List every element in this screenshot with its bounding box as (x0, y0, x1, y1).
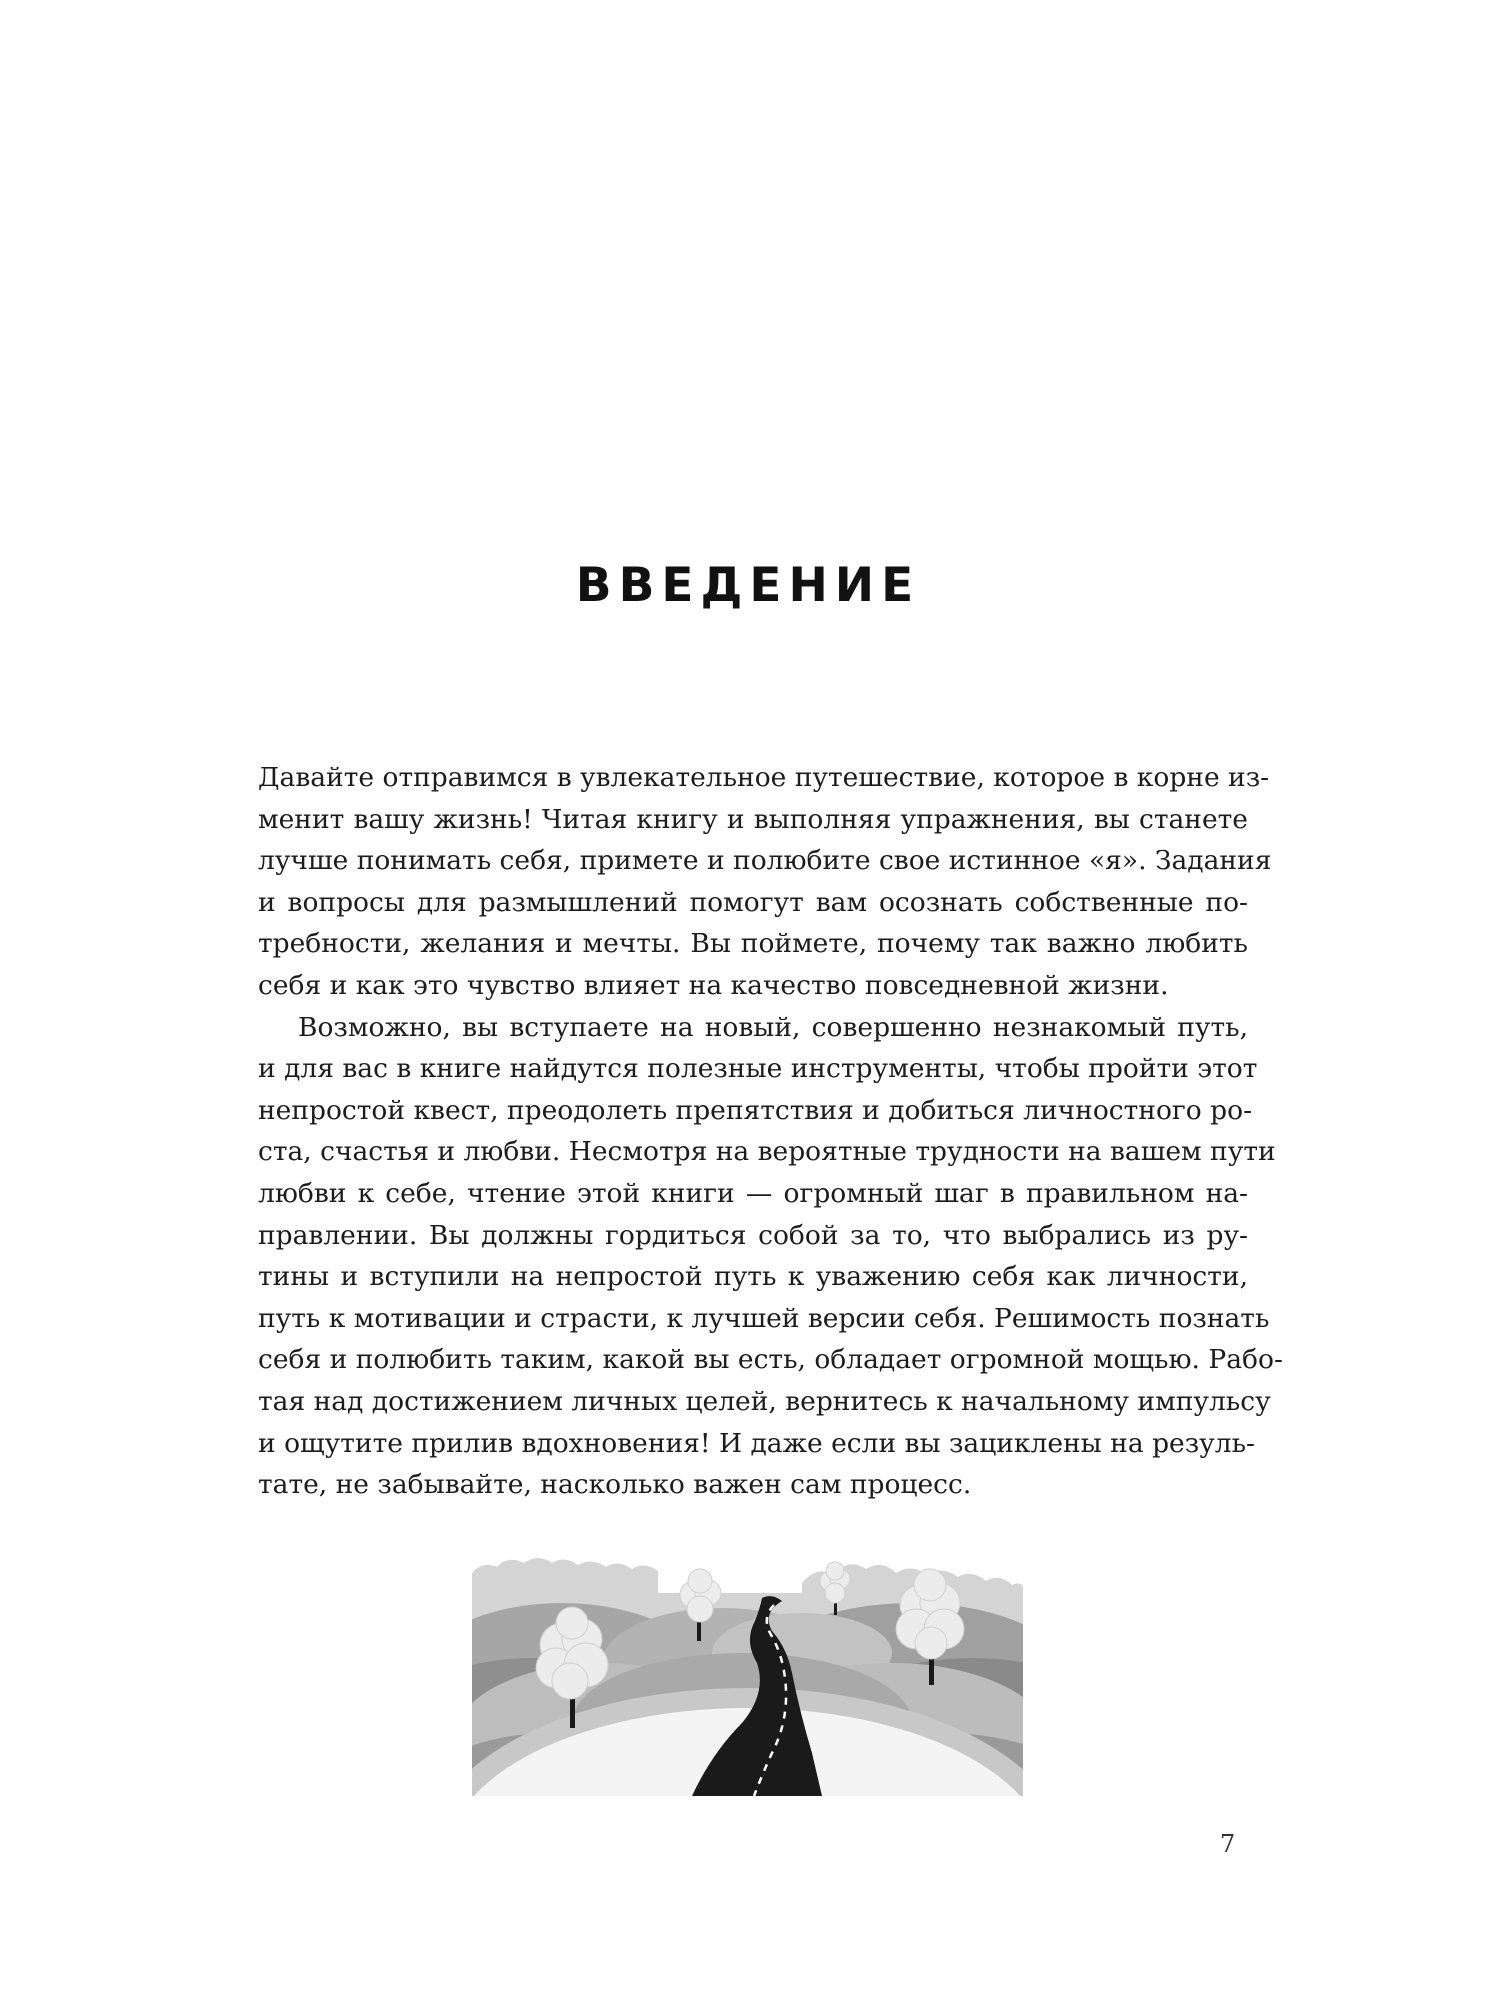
text-line: себя и полюбить таким, какой вы есть, обладает огромной мощью. Рабо- (258, 1344, 1283, 1376)
text-line: тая над достижением личных целей, вернитесь к начальному импульсу (258, 1385, 1271, 1417)
text-line: и вопросы для размышлений помогут вам осознать собственные по- (258, 886, 1248, 918)
text-line: тины и вступили на непростой путь к уважению себя как личности, (258, 1261, 1248, 1293)
text-line: и для вас в книге найдутся полезные инструменты, чтобы пройти этот (258, 1053, 1258, 1085)
text-line: непростой квест, преодолеть препятствия и добиться личностного ро- (258, 1094, 1253, 1126)
text-line: лучше понимать себя, примете и полюбите свое истинное «я». Задания (258, 845, 1272, 877)
paragraph-1 (258, 757, 1272, 1007)
body-text (258, 757, 1283, 1506)
text-line: себя и как это чувство влияет на качество повседневной жизни. (258, 969, 1169, 1001)
text-line: путь к мотивации и страсти, к лучшей версии себя. Решимость познать (258, 1302, 1270, 1334)
text-line: требности, желания и мечты. Вы поймете, почему так важно любить (258, 928, 1248, 960)
landscape-svg (472, 1553, 1023, 1796)
page-number: 7 (1220, 1830, 1236, 1858)
text-line: тате, не забывайте, насколько важен сам процесс. (258, 1469, 972, 1501)
text-line: менит вашу жизнь! Читая книгу и выполняя упражнения, вы станете (258, 803, 1248, 835)
paragraph-2 (258, 1007, 1283, 1506)
landscape-road-illustration (472, 1553, 1023, 1796)
text-line: Возможно, вы вступаете на новый, совершенно незнакомый путь, (298, 1011, 1248, 1043)
text-line: любви к себе, чтение этой книги — огромный шаг в правильном на- (258, 1177, 1248, 1209)
text-line: ста, счастья и любви. Несмотря на вероятные трудности на вашем пути (258, 1136, 1276, 1168)
chapter-title: ВВЕДЕНИЕ (575, 558, 921, 613)
text-line: правлении. Вы должны гордиться собой за то, что выбрались из ру- (258, 1219, 1248, 1251)
text-line: и ощутите прилив вдохновения! И даже если вы зациклены на резуль- (258, 1427, 1255, 1459)
text-line: Давайте отправимся в увлекательное путешествие, которое в корне из- (258, 762, 1270, 793)
